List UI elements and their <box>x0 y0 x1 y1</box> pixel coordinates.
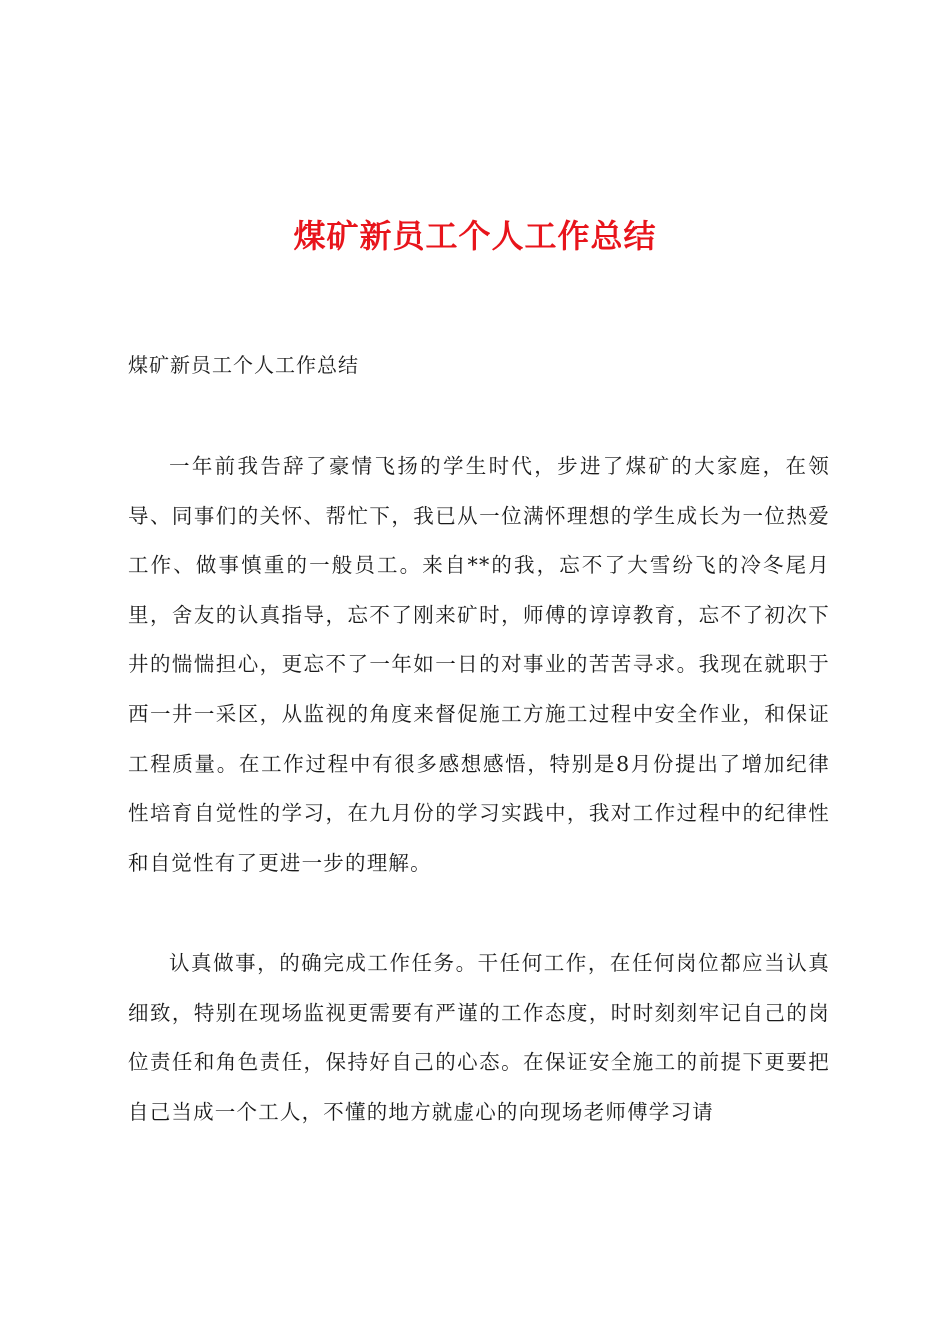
document-subtitle: 煤矿新员工个人工作总结 <box>128 353 359 377</box>
body-paragraph: 认真做事，的确完成工作任务。干任何工作，在任何岗位都应当认真细致，特别在现场监视更需要有严谨的工作态度，时时刻刻牢记自己的岗位责任和角色责任，保持好自己的心态。在保证安全施工的前提下更要把自己当成一个工人，不懂的地方就虚心的向现场老师傅学习请 <box>128 951 830 1124</box>
body-paragraph: 一年前我告辞了豪情飞扬的学生时代，步进了煤矿的大家庭，在领导、同事们的关怀、帮忙下，我已从一位满怀理想的学生成长为一位热爱工作、做事慎重的一般员工。来自**的我，忘不了大雪纷飞的冷冬尾月里，舍友的认真指导，忘不了刚来矿时，师傅的谆谆教育，忘不了初次下井的惴惴担心，更忘不了一年如一日的对事业的苦苦寻求。我现在就职于西一井一采区，从监视的角度来督促施工方施工过程中安全作业，和保证工程质量。在工作过程中有很多感想感悟，特别是8月份提出了增加纪律性培育自觉性的学习，在九月份的学习实践中，我对工作过程中的纪律性和自觉性有了更进一步的理解。 <box>128 454 830 875</box>
document-title: 煤矿新员工个人工作总结 <box>293 217 657 255</box>
